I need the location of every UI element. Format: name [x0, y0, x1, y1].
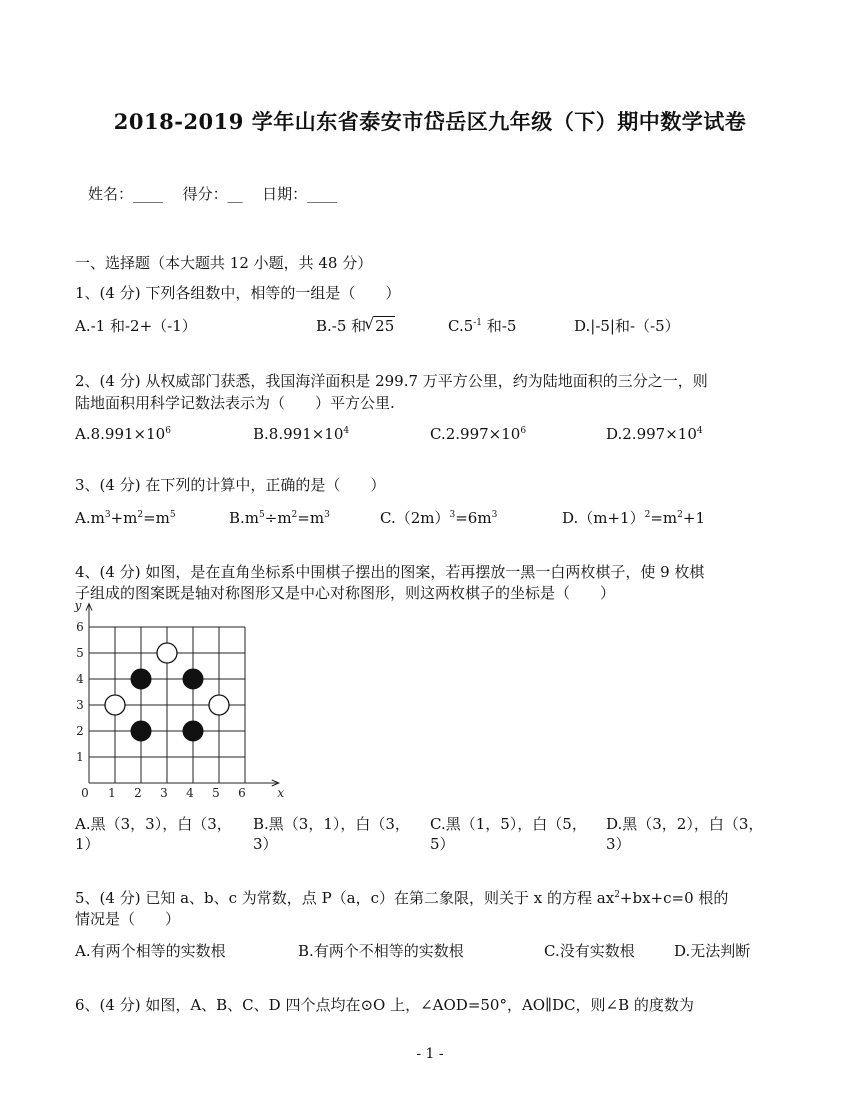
q1-option-c [448, 316, 516, 336]
black-stone [183, 669, 203, 689]
white-stone [105, 695, 125, 715]
q1-option-d: D.|-5|和-（-5） [574, 317, 680, 335]
sqrt-radicand: 25 [375, 317, 395, 335]
q1-option-a: A.-1 和-2+（-1） [75, 317, 197, 335]
axis-tick-labels [74, 599, 285, 800]
q4-stem-line1: 4、(4 分) 如图，是在直角坐标系中围棋子摆出的图案，若再摆放一黑一白两枚棋子，使 9 枚棋 [75, 563, 705, 581]
q2-option-b [253, 424, 349, 444]
q5-stem-exp: 2 [614, 890, 620, 900]
q2-stem-line2: 陆地面积用科学记数法表示为（ ）平方公里. [75, 394, 395, 412]
y-tick-label: 3 [76, 698, 84, 712]
q3-b-e3: 3 [324, 510, 330, 520]
q4-d-line2: 3） [606, 835, 631, 853]
x-tick-label: 6 [238, 786, 246, 800]
black-stone [183, 721, 203, 741]
q2-c-text: C.2.997×10 [430, 425, 521, 443]
q4-option-d [606, 814, 774, 854]
q3-c-e2: 3 [491, 510, 498, 520]
q5-stem-line2: 情况是（ ） [75, 910, 181, 928]
x-tick-label: 2 [134, 786, 142, 800]
x-axis-label: x [277, 786, 285, 800]
q2-d-exp: 4 [696, 426, 703, 436]
page-title: 2018-2019 学年山东省泰安市岱岳区九年级（下）期中数学试卷 [113, 109, 747, 134]
q3-d-p2: =m [650, 509, 678, 527]
q1-c-base: C.5 [448, 317, 474, 335]
q2-option-c [430, 424, 526, 444]
y-tick-label: 5 [76, 646, 84, 660]
y-axis-label: y [74, 598, 82, 613]
q3-a-e1: 3 [104, 510, 111, 520]
q3-c-e1: 3 [449, 510, 456, 520]
q2-a-text: A.8.991×10 [75, 425, 166, 443]
x-tick-label: 1 [108, 786, 116, 800]
q2-b-exp: 4 [343, 426, 350, 436]
q1-c-rest: 和-5 [482, 317, 517, 335]
q3-d-p1: D.（m+1） [562, 509, 645, 527]
q2-d-text: D.2.997×10 [606, 425, 697, 443]
q5-option-b: B.有两个不相等的实数根 [298, 942, 464, 960]
q4-option-b [253, 814, 421, 854]
q2-c-exp: 6 [520, 426, 527, 436]
black-stone [131, 669, 151, 689]
q3-d-e2: 2 [677, 510, 683, 520]
y-tick-label: 1 [76, 750, 84, 764]
name-field-label: 姓名：____ [88, 185, 164, 203]
q1-stem: 1、(4 分) 下列各组数中，相等的一组是（ ） [75, 284, 401, 302]
q5-stem-post: +bx+c=0 根的 [619, 889, 729, 907]
q4-option-a [75, 814, 243, 854]
q5-option-d: D.无法判断 [674, 942, 751, 960]
q3-c-p1: C.（2m） [380, 509, 450, 527]
q2-a-exp: 6 [165, 426, 171, 436]
q4-option-c [430, 814, 598, 854]
score-field-label: 得分：__ [182, 185, 243, 203]
q5-option-c: C.没有实数根 [544, 942, 635, 960]
section-heading: 一、选择题（本大题共 12 小题，共 48 分） [75, 254, 373, 272]
y-tick-label: 2 [76, 724, 84, 738]
q3-b-p3: =m [297, 509, 325, 527]
q3-stem: 3、(4 分) 在下列的计算中，正确的是（ ） [75, 476, 386, 494]
go-board-figure [70, 598, 285, 804]
q2-b-text: B.8.991×10 [253, 425, 344, 443]
page-number: - 1 - [416, 1046, 444, 1062]
sqrt-symbol: √ 25 [364, 314, 395, 335]
q4-d-line1: D.黑（3，2），白（3， [606, 815, 764, 833]
q4-c-line2: 5） [430, 835, 455, 853]
y-tick-label: 6 [76, 620, 84, 634]
x-tick-label: 4 [186, 786, 194, 800]
x-tick-label: 3 [160, 786, 168, 800]
q1-option-b [316, 316, 395, 336]
q4-stem-line2: 子组成的图案既是轴对称图形又是中心对称图形，则这两枚棋子的坐标是（ ） [75, 584, 616, 602]
q3-b-p1: B.m [229, 509, 260, 527]
q3-a-e3: 5 [169, 510, 176, 520]
q1-c-exp: -1 [473, 318, 483, 328]
y-tick-label: 4 [76, 672, 84, 686]
white-stone [157, 643, 177, 663]
q4-a-line2: 1） [75, 835, 100, 853]
date-field-label: 日期：____ [262, 185, 338, 203]
q1-option-b-prefix: B.-5 和 [316, 317, 367, 335]
q3-b-p2: ÷m [264, 509, 292, 527]
x-tick-label: 0 [81, 786, 89, 800]
q4-a-line1: A.黑（3，3），白（3， [75, 815, 232, 833]
q2-option-d [606, 424, 703, 444]
q4-b-line2: 3） [253, 835, 278, 853]
q5-stem-pre: 5、(4 分) 已知 a、b、c 为常数，点 P（a，c）在第二象限，则关于 x 的方程 ax [75, 889, 615, 907]
q2-option-a [75, 424, 171, 444]
q4-c-line1: C.黑（1，5），白（5， [430, 815, 587, 833]
q3-option-d [562, 508, 705, 528]
student-info [88, 183, 337, 204]
q3-b-e2: 2 [291, 510, 298, 520]
q3-d-e1: 2 [644, 510, 651, 520]
q6-stem: 6、(4 分) 如图，A、B、C、D 四个点均在⊙O 上，∠AOD=50°，AO∥DC，则∠B 的度数为 [75, 996, 694, 1014]
q4-b-line1: B.黑（3，1），白（3， [253, 815, 410, 833]
q3-option-c [380, 508, 497, 528]
q3-d-p3: +1 [682, 509, 705, 527]
q3-a-p3: =m [143, 509, 170, 527]
q3-c-p2: =6m [455, 509, 492, 527]
q3-a-e2: 2 [137, 510, 144, 520]
q3-option-b [229, 508, 330, 528]
black-stone [131, 721, 151, 741]
q3-a-p2: +m [110, 509, 138, 527]
white-stone [209, 695, 229, 715]
q3-b-e1: 5 [259, 510, 265, 520]
q3-option-a [75, 508, 176, 528]
q3-a-p1: A.m [75, 509, 105, 527]
q5-option-a: A.有两个相等的实数根 [75, 942, 226, 960]
q5-stem-line1 [75, 887, 785, 909]
x-tick-label: 5 [212, 786, 220, 800]
q2-stem-line1: 2、(4 分) 从权威部门获悉，我国海洋面积是 299.7 万平方公里，约为陆地面积的三分之一，则 [75, 372, 708, 390]
